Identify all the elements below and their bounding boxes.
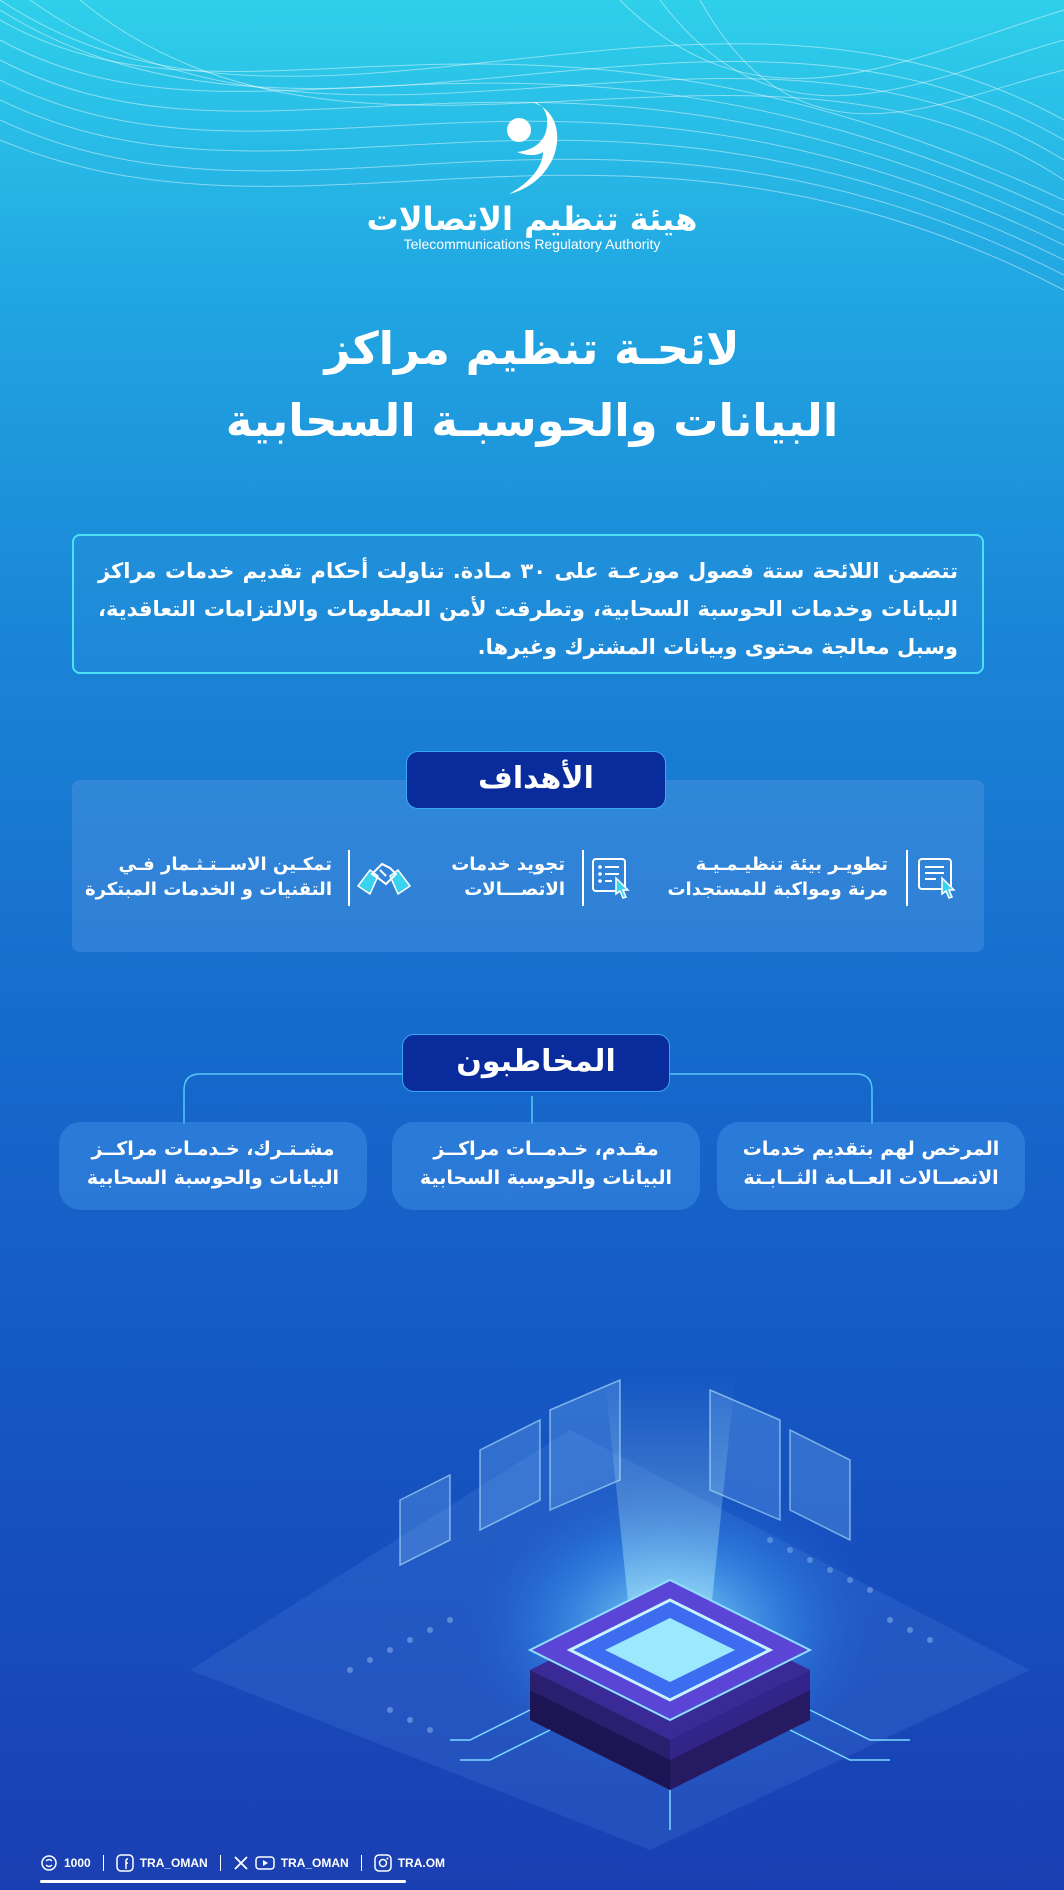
goal-text: تجويد خدمات الاتصـــالات <box>451 854 565 900</box>
goal-item <box>430 850 640 906</box>
instagram-icon <box>374 1854 392 1872</box>
goals-heading: الأهداف <box>406 751 666 809</box>
goal-divider <box>906 850 909 906</box>
audience-heading: المخاطبون <box>402 1034 670 1092</box>
footer-divider <box>220 1855 221 1871</box>
footer-divider <box>361 1855 362 1871</box>
tra-logo-icon <box>497 100 567 196</box>
touch-list-icon <box>590 856 634 900</box>
tra-logo <box>0 100 1064 196</box>
touch-document-icon <box>916 856 960 900</box>
hotline-number[interactable]: 1000 <box>64 1856 91 1870</box>
instagram-handle[interactable]: TRA.OM <box>397 1856 446 1870</box>
handshake-icon <box>356 856 412 900</box>
facebook-handle[interactable]: TRA_OMAN <box>139 1856 208 1870</box>
x-icon <box>233 1855 249 1871</box>
social-footer <box>40 1852 445 1874</box>
goal-text: تطويـر بيئة تنظيـمـيـة مرنة ومواكبة للمستجدات <box>667 854 888 900</box>
brand-name-arabic: هيئة تنظيم الاتصالات <box>366 200 698 238</box>
x-youtube-handle[interactable]: TRA_OMAN <box>280 1856 349 1870</box>
audience-card: مقـدم، خـدمــات مراكــز البيانات والحوسبة السحابية <box>392 1122 700 1210</box>
audience-card: المرخص لهم بتقديم خدمات الاتصــالات العــامة الثــابـتة <box>717 1122 1025 1210</box>
page-title-line2: البيانات والحوسبـة السحابية <box>225 394 839 447</box>
goal-divider <box>348 850 351 906</box>
hotline-icon <box>40 1854 58 1872</box>
youtube-icon <box>255 1855 275 1871</box>
goal-divider <box>582 850 585 906</box>
goal-item <box>668 850 968 906</box>
intro-text-box: تتضمن اللائحة ستة فصول موزعـة على ٣٠ مـادة. تناولت أحكام تقديم خدمات مراكز البيانات وخدمات الحوسبة السحابية، وتطرقت لأمن المعلومات والالتزامات التعاقدية، وسبل معالجة محتوى وبيانات المشترك وغيرها. <box>72 534 984 674</box>
cloud-data-chip-illustration <box>150 1290 1064 1850</box>
brand-name-english: Telecommunications Regulatory Authority <box>403 236 661 252</box>
footer-underline <box>40 1880 406 1883</box>
page-title-line1: لائحـة تنظيم مراكز <box>324 322 740 375</box>
facebook-icon <box>116 1854 134 1872</box>
goal-item <box>84 850 412 906</box>
goal-text: تمكـين الاســتـثـمار فـي التقنيات و الخدمات المبتكرة <box>84 854 332 900</box>
footer-divider <box>103 1855 104 1871</box>
audience-card: مشـتـرك، خـدمـات مراكــز البيانات والحوسبة السحابية <box>59 1122 367 1210</box>
